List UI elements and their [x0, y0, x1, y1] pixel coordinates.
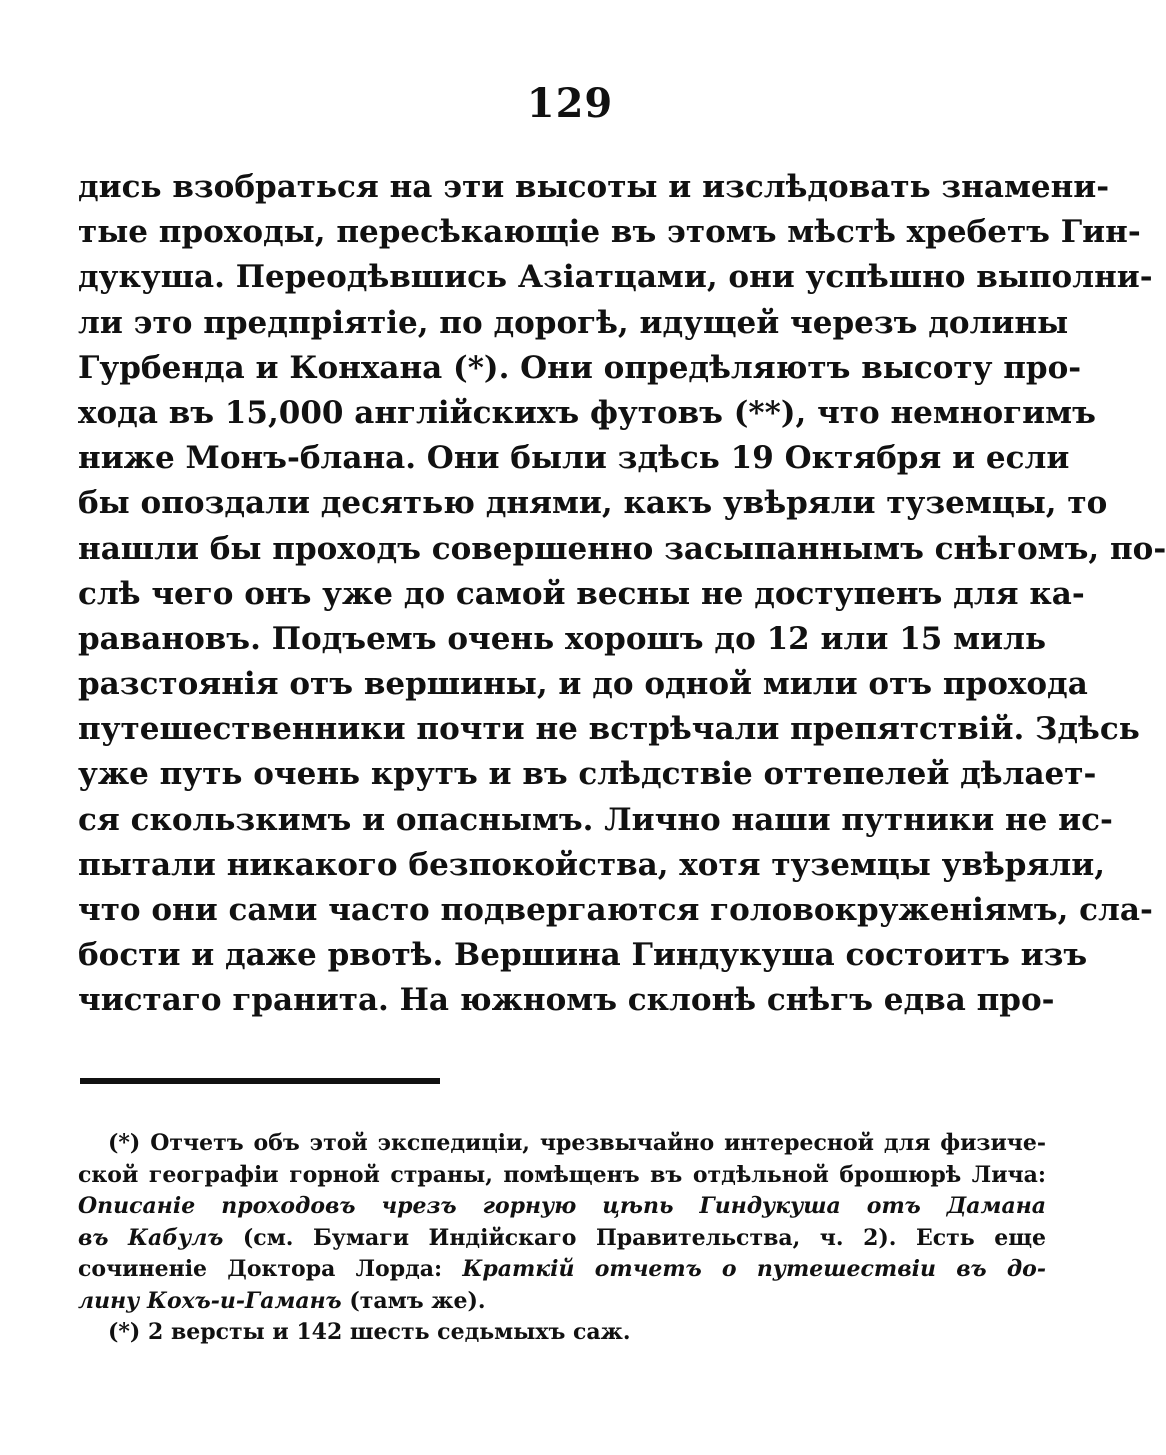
footnote-text: сочиненіе Доктора Лорда: [78, 1256, 463, 1282]
footnote-line: (*) Отчетъ объ этой экспедиціи, чрезвычайно интересной для физиче- [108, 1130, 1046, 1156]
text-line: тые проходы, пересѣкающіе въ этомъ мѣстѣ хребетъ Гин- [78, 214, 1141, 251]
text-line: дукуша. Переодѣвшись Азіатцами, они успѣшно выполни- [78, 259, 1153, 296]
text-line: разстоянія отъ вершины, и до одной мили отъ прохода [78, 666, 1088, 703]
footnote-line [78, 1223, 1046, 1255]
text-line: ли это предпріятіе, по дорогѣ, идущей черезъ долины [78, 304, 1069, 341]
text-line: бы опоздали десятью днями, какъ увѣряли туземцы, то [78, 485, 1108, 522]
body-text [78, 165, 1166, 1024]
footnote-italic-text: Описаніе проходовъ чрезъ горную цѣпь Гиндукуша отъ Дамана [78, 1193, 1046, 1219]
footnote-line [78, 1191, 1046, 1223]
text-line: ниже Монъ-блана. Они были здѣсь 19 Октября и если [78, 440, 1070, 477]
footnote-italic-text: лину Кохъ-и-Гаманъ [78, 1287, 342, 1314]
footnote-divider [80, 1078, 440, 1084]
text-line: равановъ. Подъемъ очень хорошъ до 12 или 15 миль [78, 620, 1046, 657]
footnote-italic-text: Краткій отчетъ о путешествіи въ до- [462, 1256, 1046, 1282]
text-line: хода въ 15,000 англійскихъ футовъ (**), что немногимъ [78, 394, 1096, 431]
footnote-line [78, 1286, 1046, 1318]
text-line: Гурбенда и Конхана (*). Они опредѣляютъ высоту про- [78, 349, 1082, 386]
page-number: 129 [526, 80, 614, 127]
footnote-line: (*) 2 версты и 142 шесть седьмыхъ саж. [108, 1319, 631, 1345]
text-line: слѣ чего онъ уже до самой весны не доступенъ для ка- [78, 575, 1085, 612]
text-line: бости и даже рвотѣ. Вершина Гиндукуша состоитъ изъ [78, 937, 1088, 974]
footnotes [78, 1128, 1046, 1349]
text-line: чистаго гранита. На южномъ склонѣ снѣгъ едва про- [78, 982, 1055, 1019]
text-line: пытали никакого безпокойства, хотя туземцы увѣряли, [78, 846, 1106, 883]
footnote-text: (тамъ же). [341, 1287, 486, 1314]
text-line: уже путь очень крутъ и въ слѣдствіе оттепелей дѣлает- [78, 756, 1097, 793]
text-line: дись взобраться на эти высоты и изслѣдовать знамени- [78, 169, 1110, 205]
text-line: ся скользкимъ и опаснымъ. Лично наши путники не ис- [78, 801, 1113, 838]
text-line: нашли бы проходъ совершенно засыпаннымъ снѣгомъ, по- [78, 530, 1166, 567]
footnote-italic-text: въ Кабулъ [78, 1224, 224, 1251]
footnote-text: (см. Бумаги Индійскаго Правительства, ч. 2). Есть еще [223, 1224, 1047, 1251]
footnote-line: ской географіи горной страны, помѣщенъ въ отдѣльной брошюрѣ Лича: [78, 1161, 1046, 1188]
text-line: путешественники почти не встрѣчали препятствій. Здѣсь [78, 711, 1140, 748]
text-line: что они сами часто подвергаются головокруженіямъ, сла- [78, 892, 1153, 928]
footnote-line [78, 1254, 1046, 1286]
